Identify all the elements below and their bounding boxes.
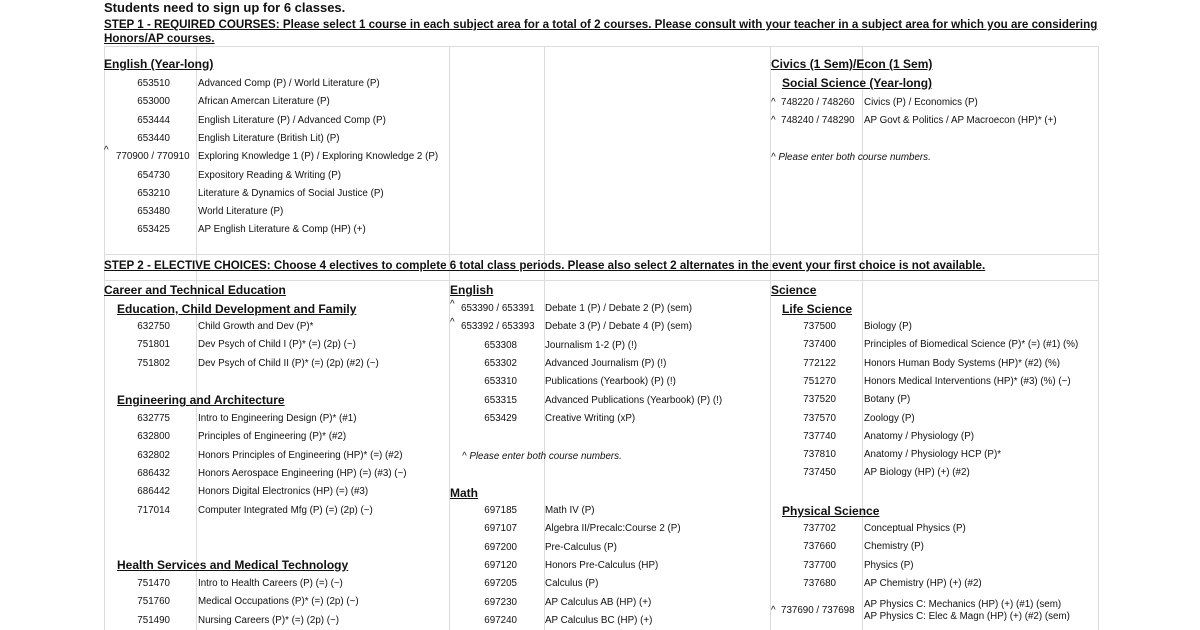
grid-row-line — [104, 280, 1098, 281]
course-name: Civics (P) / Economics (P) — [864, 97, 978, 108]
course-name: Anatomy / Physiology (P) — [864, 430, 974, 442]
grid-row-line — [104, 46, 1098, 47]
course-name: Expository Reading & Writing (P) — [198, 169, 342, 181]
course-name: Debate 1 (P) / Debate 2 (P) (sem) — [545, 303, 693, 314]
course-name: Pre-Calculus (P) — [545, 541, 617, 553]
course-name: Dev Psych of Child I (P)* (=) (2p) (~) — [198, 339, 356, 351]
course-name: Journalism 1-2 (P) (!) — [545, 339, 637, 351]
course-code: 632775 — [137, 413, 170, 424]
course-code: 772122 — [803, 357, 836, 369]
grid-column-line — [770, 46, 771, 630]
course-name: Biology (P) — [864, 321, 912, 332]
course-name: Honors Principles of Engineering (HP)* (=) (#2) — [198, 449, 403, 461]
course-name: Chemistry (P) — [864, 541, 924, 553]
course-row-caret: ^ — [450, 317, 455, 329]
grid-column-line — [449, 46, 450, 630]
course-name: Honors Human Body Systems (HP)* (#2) (%) — [864, 357, 1060, 369]
course-code: 653392 / 653393 — [461, 321, 535, 333]
course-code: 751470 — [137, 578, 170, 589]
page-title: Students need to sign up for 6 classes. — [104, 0, 346, 15]
course-name: Publications (Yearbook) (P) (!) — [545, 376, 676, 388]
course-code: 751270 — [803, 375, 836, 387]
course-code: 748240 / 748290 — [781, 115, 855, 127]
course-code: 653302 — [484, 357, 517, 369]
course-code: 697230 — [484, 596, 517, 608]
course-code: 653444 — [137, 114, 170, 126]
grid-column-line — [104, 46, 105, 630]
course-name: AP Calculus BC (HP) (+) — [545, 614, 653, 626]
course-name: Conceptual Physics (P) — [864, 523, 966, 534]
science-heading: Science — [771, 283, 817, 297]
course-row-caret: ^ — [104, 145, 109, 157]
grid-column-line — [196, 46, 197, 630]
course-code: 697200 — [484, 541, 517, 553]
course-code: 686432 — [137, 467, 170, 479]
course-code: 737570 — [803, 412, 836, 424]
english-elective-heading: English — [450, 283, 494, 297]
grid-column-line — [1098, 46, 1099, 630]
course-code: 632800 — [137, 431, 170, 443]
english-elective-note: ^ Please enter both course numbers. — [462, 451, 622, 462]
course-name: AP English Literature & Comp (HP) (+) — [198, 224, 366, 236]
course-code: 653315 — [484, 394, 517, 406]
course-name: Anatomy / Physiology HCP (P)* — [864, 449, 1002, 461]
course-code: 632802 — [137, 449, 170, 461]
course-name: Intro to Engineering Design (P)* (#1) — [198, 413, 357, 424]
course-code: 697120 — [484, 559, 517, 571]
course-code: 697107 — [484, 523, 517, 535]
course-name: English Literature (P) / Advanced Comp (P) — [198, 114, 386, 126]
course-code: 737500 — [803, 321, 836, 332]
step1-instructions-cont: Honors/AP courses. — [104, 32, 215, 45]
math-heading: Math — [450, 486, 478, 500]
course-name: Advanced Publications (Yearbook) (P) (!) — [545, 394, 723, 406]
course-code: 737680 — [803, 577, 836, 589]
course-row-caret: ^ — [771, 605, 776, 616]
course-code: 632750 — [137, 321, 170, 332]
course-code: 717014 — [137, 504, 170, 516]
course-name: World Literature (P) — [198, 206, 284, 218]
course-name: Dev Psych of Child II (P)* (=) (2p) (#2) (~) — [198, 357, 379, 369]
course-row-caret: ^ — [771, 97, 776, 108]
course-name: Honors Digital Electronics (HP) (=) (#3) — [198, 486, 369, 498]
course-code: 737660 — [803, 541, 836, 553]
course-code: 697185 — [484, 505, 517, 516]
course-name: Exploring Knowledge 1 (P) / Exploring Knowledge 2 (P) — [198, 151, 439, 163]
course-name: Honors Aerospace Engineering (HP) (=) (#3) (~) — [198, 467, 407, 479]
course-name: Medical Occupations (P)* (=) (2p) (~) — [198, 596, 359, 608]
course-code: 653440 — [137, 132, 170, 144]
course-name: Principles of Engineering (P)* (#2) — [198, 431, 347, 443]
physical-science-heading: Physical Science — [782, 504, 880, 518]
course-code: 751490 — [137, 614, 170, 626]
course-code: 737400 — [803, 339, 836, 351]
cte-group-heading: Education, Child Development and Family — [117, 302, 357, 316]
social-science-heading: Social Science (Year-long) — [782, 76, 933, 90]
grid-row-line — [104, 254, 1098, 255]
course-code: 653308 — [484, 339, 517, 351]
course-name: Computer Integrated Mfg (P) (=) (2p) (~) — [198, 504, 373, 516]
course-code: 653310 — [484, 376, 517, 388]
course-code: 751760 — [137, 596, 170, 608]
course-code: 751801 — [137, 339, 170, 351]
course-name: Literature & Dynamics of Social Justice (P) — [198, 187, 384, 199]
course-code: 653425 — [137, 224, 170, 236]
course-code: 748220 / 748260 — [781, 97, 855, 108]
cte-group-heading: Engineering and Architecture — [117, 393, 285, 407]
course-code: 653480 — [137, 206, 170, 218]
civics-heading: Civics (1 Sem)/Econ (1 Sem) — [771, 57, 933, 71]
course-code: 653210 — [137, 187, 170, 199]
cte-heading: Career and Technical Education — [104, 283, 286, 297]
course-code: 737810 — [803, 449, 836, 461]
grid-column-line — [862, 46, 863, 630]
course-name: Advanced Comp (P) / World Literature (P) — [198, 78, 380, 89]
course-name: Honors Pre-Calculus (HP) — [545, 559, 659, 571]
course-code: 653390 / 653391 — [461, 303, 535, 314]
course-code: 653429 — [484, 412, 517, 424]
course-name: AP Physics C: Mechanics (HP) (+) (#1) (sem) — [864, 599, 1062, 610]
course-name: Nursing Careers (P)* (=) (2p) (~) — [198, 614, 339, 626]
course-name: African Amercan Literature (P) — [198, 96, 330, 108]
cte-group-heading: Health Services and Medical Technology — [117, 558, 349, 572]
course-name: Calculus (P) — [545, 578, 599, 590]
life-science-heading: Life Science — [782, 302, 853, 316]
course-code: 653510 — [137, 78, 170, 89]
course-code: 737690 / 737698 — [781, 605, 855, 616]
course-name: Debate 3 (P) / Debate 4 (P) (sem) — [545, 321, 693, 333]
course-code: 697205 — [484, 578, 517, 590]
course-name: Botany (P) — [864, 394, 911, 406]
course-code: 737700 — [803, 559, 836, 571]
course-name: Advanced Journalism (P) (!) — [545, 357, 667, 369]
course-name: AP Biology (HP) (+) (#2) — [864, 467, 970, 479]
course-name: AP Physics C: Elec & Magn (HP) (+) (#2) (sem) — [864, 611, 1070, 622]
course-name: Child Growth and Dev (P)* — [198, 321, 314, 332]
step2-instructions: STEP 2 - ELECTIVE CHOICES: Choose 4 electives to complete 6 total class periods. Please also select 2 alternates in the event your first choice is not available. — [104, 259, 986, 272]
course-code: 697240 — [484, 614, 517, 626]
course-name: AP Calculus AB (HP) (+) — [545, 596, 652, 608]
step1-instructions: STEP 1 - REQUIRED COURSES: Please select 1 course in each subject area for a total of 2 courses. Please consult with your teacher in a subject area for which you are considering — [104, 18, 1098, 31]
course-name: Principles of Biomedical Science (P)* (=) (#1) (%) — [864, 339, 1079, 351]
course-name: AP Govt & Politics / AP Macroecon (HP)* (+) — [864, 115, 1057, 127]
course-code: 737450 — [803, 467, 836, 479]
course-code: 653000 — [137, 96, 170, 108]
course-name: AP Chemistry (HP) (+) (#2) — [864, 577, 982, 589]
course-code: 654730 — [137, 169, 170, 181]
course-code: 737740 — [803, 430, 836, 442]
course-name: Zoology (P) — [864, 412, 915, 424]
course-row-caret: ^ — [450, 299, 455, 310]
course-name: Physics (P) — [864, 559, 914, 571]
course-code: 737520 — [803, 394, 836, 406]
course-name: English Literature (British Lit) (P) — [198, 132, 340, 144]
course-row-caret: ^ — [771, 115, 776, 127]
course-code: 737702 — [803, 523, 836, 534]
course-code: 686442 — [137, 486, 170, 498]
course-name: Honors Medical Interventions (HP)* (#3) (%) (~) — [864, 375, 1071, 387]
course-code: 770900 / 770910 — [116, 151, 190, 163]
course-name: Algebra II/Precalc:Course 2 (P) — [545, 523, 681, 535]
course-code: 751802 — [137, 357, 170, 369]
english-required-heading: English (Year-long) — [104, 57, 214, 71]
course-name: Math IV (P) — [545, 505, 595, 516]
civics-note: ^ Please enter both course numbers. — [771, 152, 931, 163]
course-name: Creative Writing (xP) — [545, 412, 636, 424]
course-name: Intro to Health Careers (P) (=) (~) — [198, 578, 343, 589]
